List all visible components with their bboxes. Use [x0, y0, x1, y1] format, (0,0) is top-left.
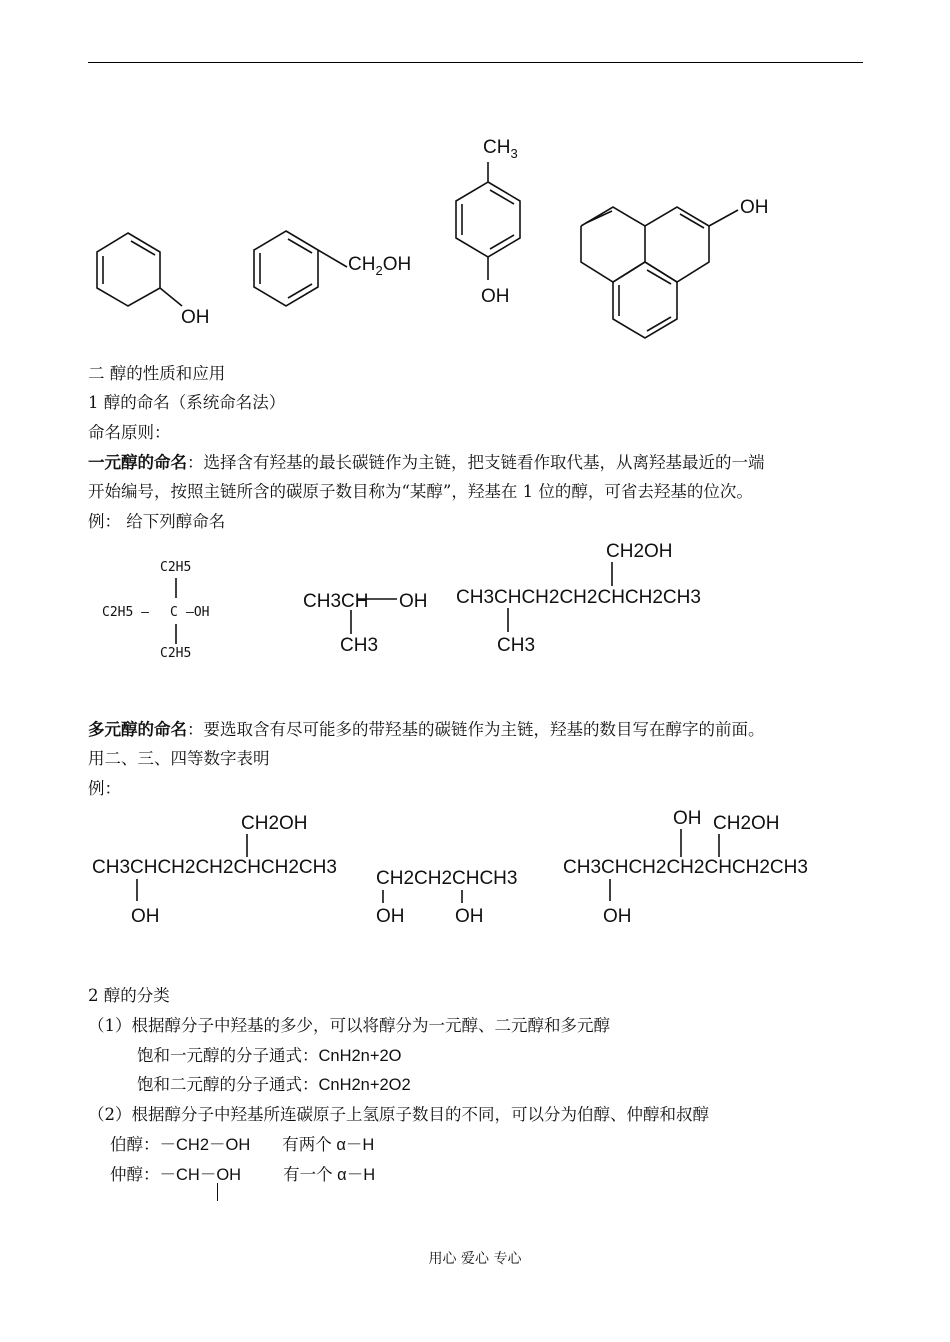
secondary-formula: －CH－OH [159, 1166, 242, 1184]
s1-oh: OH [181, 307, 210, 328]
pb-oh2: OH [455, 906, 484, 927]
primary-formula: －CH2－OH [159, 1136, 251, 1154]
example-poly-b [376, 868, 517, 927]
pa-chain: CH3CHCH2CH2CHCH2CH3 [92, 857, 337, 878]
page-footer: 用心 爱心 专心 [428, 1251, 522, 1267]
pb-chain: CH2CH2CHCH3 [376, 868, 518, 889]
b-ch3ch: CH3CH [303, 591, 369, 612]
pa-oh: OH [131, 906, 160, 927]
secondary-bond [217, 1183, 218, 1201]
examples-b [0, 800, 950, 930]
example-b-isopropanol [303, 591, 428, 656]
structure-p-cresol [456, 137, 520, 307]
s2-sub: 2 [375, 263, 383, 278]
poly-text-1: ：要选取含有尽可能多的带羟基的碳链作为主链，羟基的数目写在醇字的前面。 [187, 720, 765, 739]
pb-oh1: OH [376, 906, 405, 927]
c-chain: CH3CHCH2CH2CHCH2CH3 [456, 587, 701, 608]
naming-principle: 命名原则： [88, 423, 171, 442]
mono-rule-line-2: 开始编号，按照主链所含的碳原子数目称为“某醇”，羟基在 1 位的醇，可省去羟基的位次。 [88, 482, 753, 501]
poly-rule-line-2: 用二、三、四等数字表明 [88, 749, 270, 768]
mono-label: 一元醇的命名 [88, 453, 187, 472]
primary-note: 有两个 α－H [282, 1136, 375, 1154]
example-c-heptanol [456, 541, 701, 656]
primary-alcohol-line [110, 1134, 374, 1156]
pa-ch2oh: CH2OH [241, 813, 308, 834]
c-ch3: CH3 [497, 635, 536, 656]
poly-rule-line-1 [88, 719, 765, 741]
example-1-label: 例： 给下列醇命名 [88, 512, 226, 531]
secondary-alcohol-line [110, 1164, 375, 1186]
poly-label: 多元醇的命名 [88, 720, 187, 739]
example-poly-c [563, 808, 808, 927]
structure-tricyclic-alcohol [581, 197, 769, 338]
a-c2h5-left: C2H5 — [102, 605, 149, 620]
secondary-note: 有一个 α－H [283, 1166, 376, 1184]
s2-oh: OH [382, 254, 412, 275]
mono-formula: CnH2n+2O [318, 1047, 402, 1065]
mono-formula-label: 饱和一元醇的分子通式： [137, 1046, 319, 1065]
s3-ch: CH [483, 137, 511, 158]
s3-oh: OH [481, 286, 510, 307]
example-poly-a [92, 813, 337, 927]
mono-rule-line-1 [88, 452, 765, 474]
top-structures [0, 0, 950, 360]
mono-text-1: ：选择含有羟基的最长碳链作为主链，把支链看作取代基，从离羟基最近的一端 [187, 453, 765, 472]
example-2-label: 例： [88, 779, 121, 798]
section-heading: 二 醇的性质和应用 [88, 364, 226, 383]
classification-item-2: （2）根据醇分子中羟基所连碳原子上氢原子数目的不同，可以分为伯醇、仲醇和叔醇 [88, 1105, 709, 1124]
example-a-triethylcarbinol [102, 560, 209, 661]
structure-cyclohexadienol [97, 233, 210, 328]
mono-formula-line [137, 1045, 402, 1067]
svg-text:CH3 [483, 137, 518, 161]
c-ch2oh: CH2OH [606, 541, 673, 562]
a-c2h5-top: C2H5 [160, 560, 192, 575]
a-c-center: C [170, 605, 178, 620]
examples-a [0, 536, 950, 676]
classification-item-1: （1）根据醇分子中羟基的多少，可以将醇分为一元醇、二元醇和多元醇 [88, 1016, 610, 1035]
pc-oh: OH [603, 906, 632, 927]
di-formula: CnH2n+2O2 [318, 1076, 411, 1094]
s3-sub: 3 [510, 146, 518, 161]
b-oh: OH [399, 591, 428, 612]
pc-chain: CH3CHCH2CH2CHCH2CH3 [563, 857, 808, 878]
di-formula-line [137, 1074, 411, 1096]
pc-ch2oh: CH2OH [713, 813, 780, 834]
naming-title: 1 醇的命名（系统命名法） [88, 393, 286, 412]
a-c2h5-bottom: C2H5 [160, 646, 192, 661]
a-oh-right: —OH [186, 605, 210, 620]
svg-text:CH2OH [348, 254, 411, 278]
s2-ch: CH [348, 254, 376, 275]
primary-label: 伯醇： [110, 1135, 160, 1154]
b-ch3: CH3 [340, 635, 379, 656]
classification-title: 2 醇的分类 [88, 986, 170, 1005]
secondary-label: 仲醇： [110, 1165, 160, 1184]
s4-oh: OH [740, 197, 769, 218]
structure-benzyl-alcohol [254, 231, 411, 306]
pc-oh-top: OH [673, 808, 702, 829]
di-formula-label: 饱和二元醇的分子通式： [137, 1075, 319, 1094]
